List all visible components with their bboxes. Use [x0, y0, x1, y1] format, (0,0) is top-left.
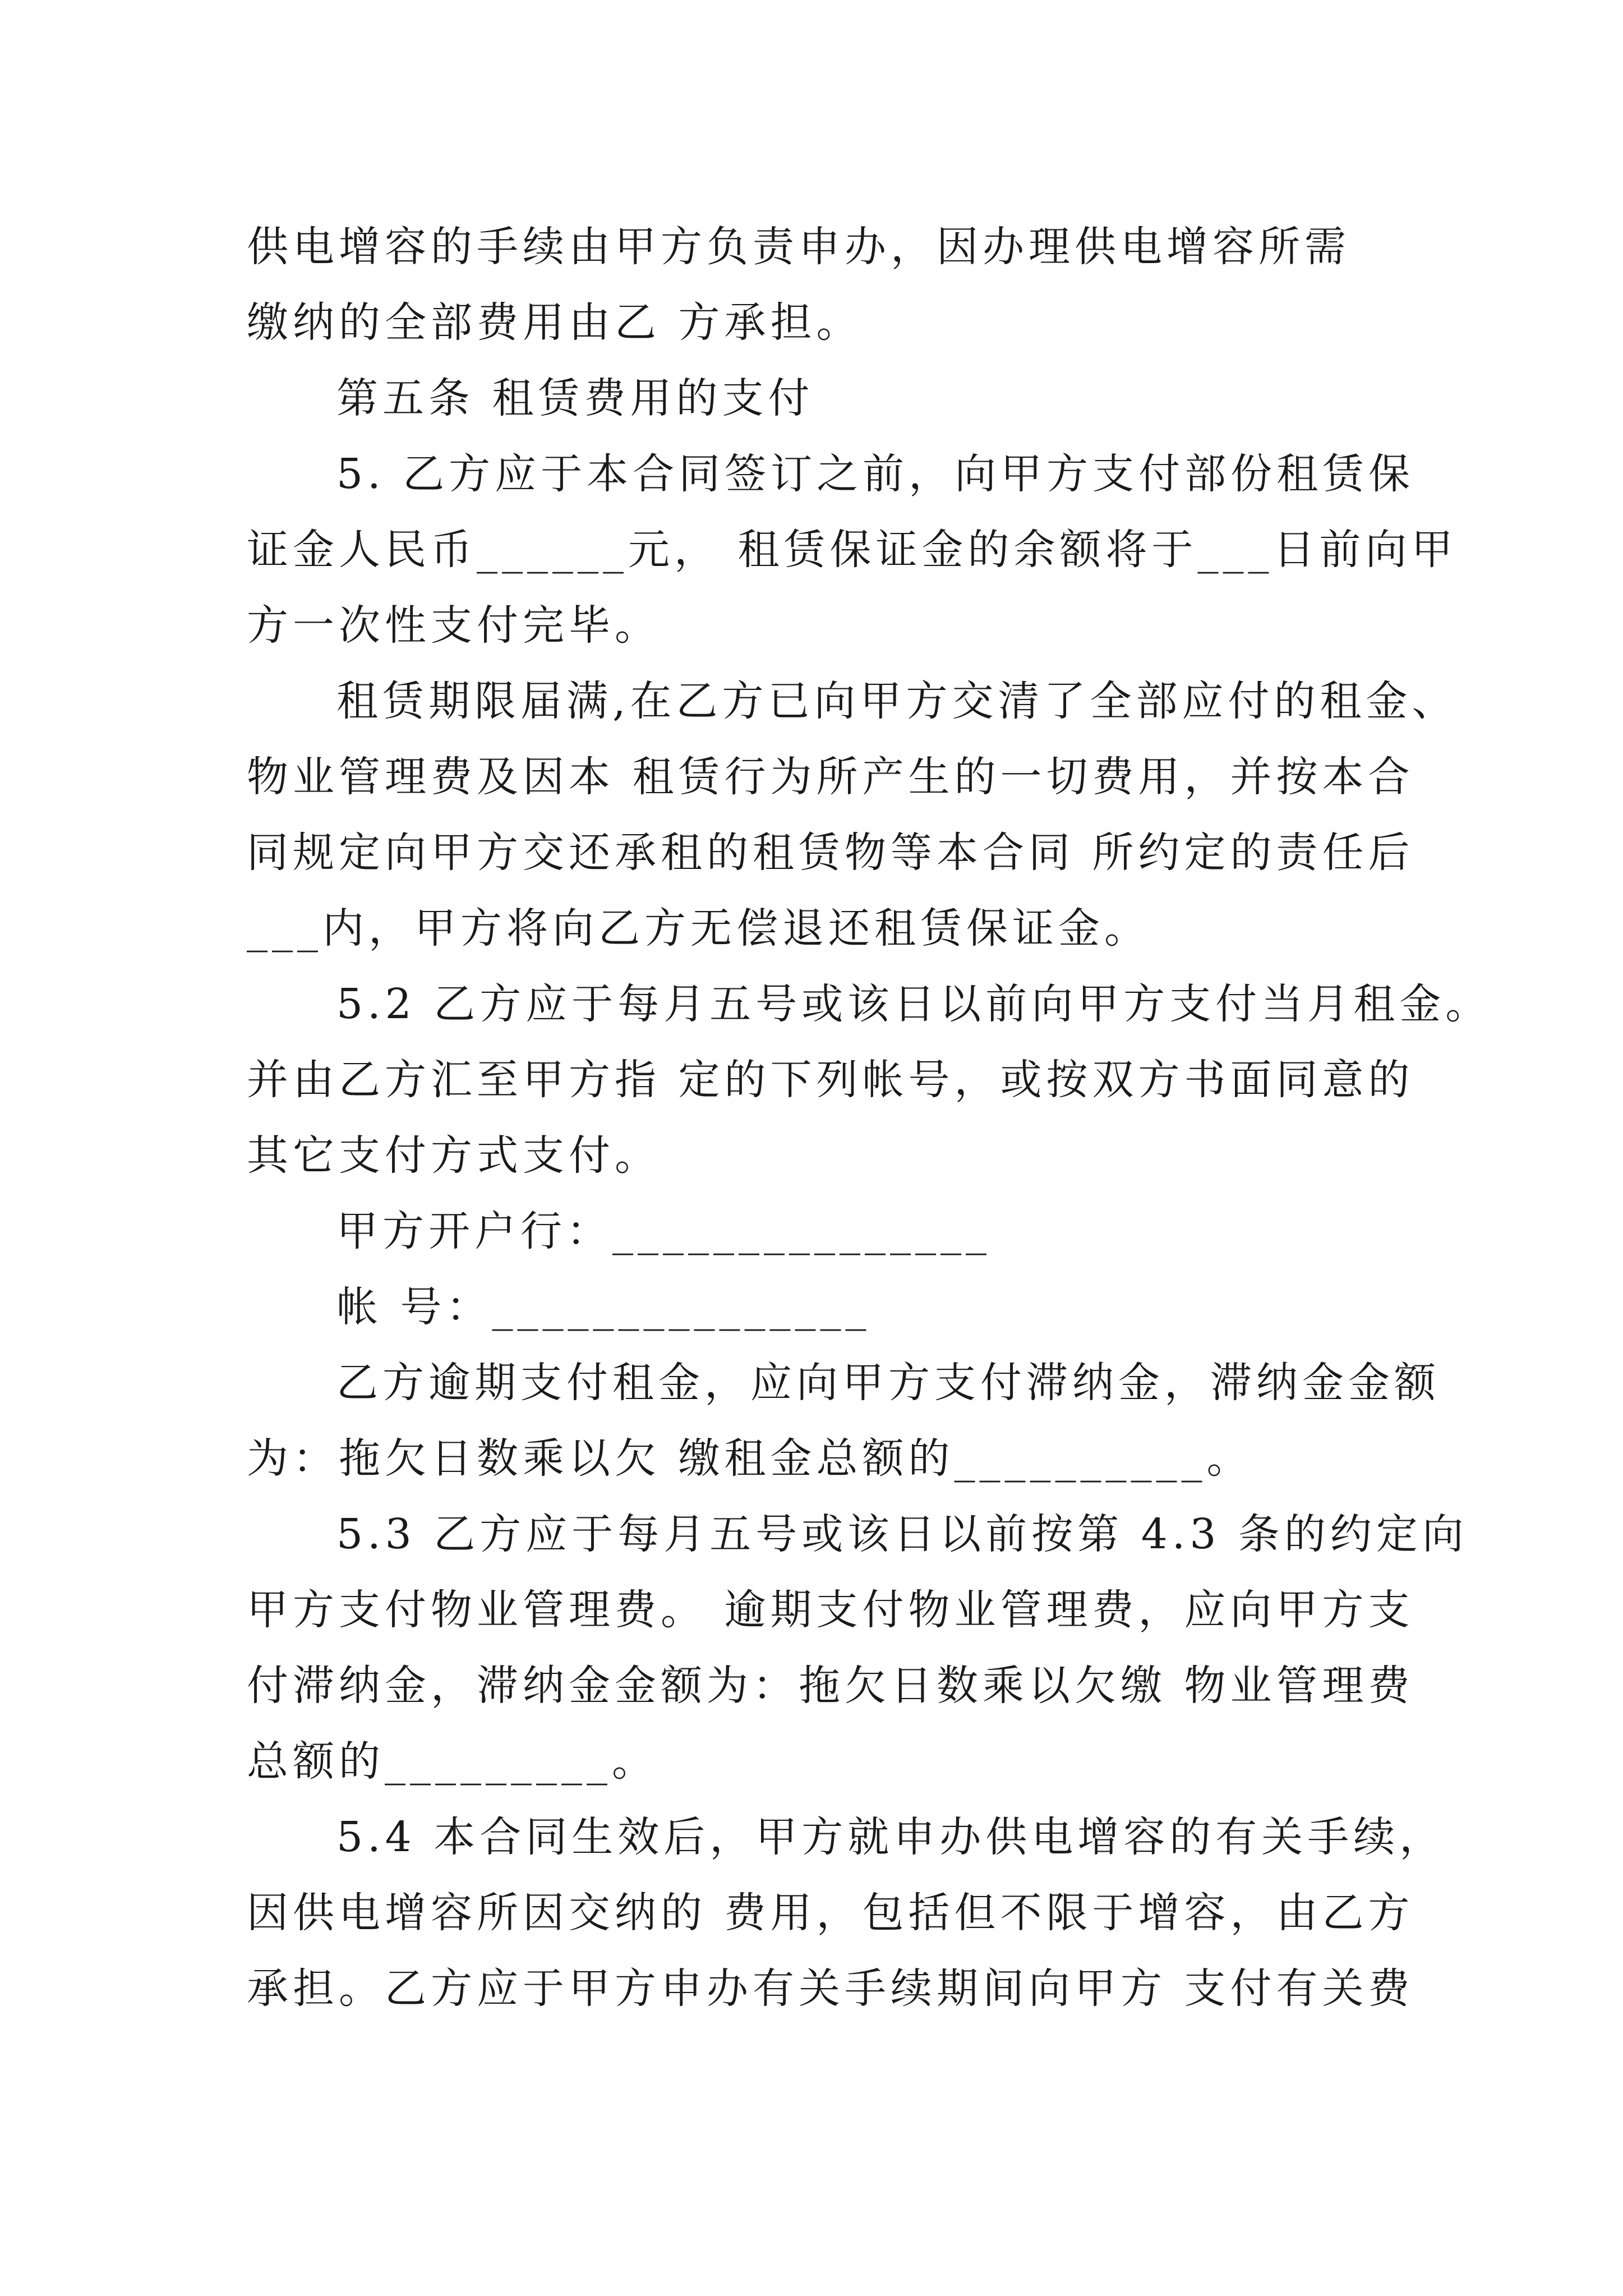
account-field: 帐 号：_______________ [336, 1283, 871, 1331]
text-line: 5.4 本合同生效后，甲方就申办供电增容的有关手续， [336, 1813, 1446, 1861]
text-line: 租赁期限届满,在乙方已向甲方交清了全部应付的租金、 [336, 677, 1458, 725]
text-line: 同规定向甲方交还承租的租赁物等本合同 所约定的责任后 [247, 829, 1414, 877]
text-line: 甲方支付物业管理费。 逾期支付物业管理费，应向甲方支 [247, 1586, 1414, 1634]
text-line: 付滞纳金，滞纳金金额为：拖欠日数乘以欠缴 物业管理费 [247, 1662, 1414, 1710]
text-line: 方一次性支付完毕。 [247, 601, 661, 650]
text-line: ___内，甲方将向乙方无偿退还租赁保证金。 [247, 904, 1150, 953]
section-heading: 第五条 租赁费用的支付 [336, 374, 814, 422]
text-line: 供电增容的手续由甲方负责申办，因办理供电增容所需 [247, 223, 1350, 271]
text-line: 因供电增容所因交纳的 费用，包括但不限于增容，由乙方 [247, 1889, 1414, 1937]
text-line: 并由乙方汇至甲方指 定的下列帐号，或按双方书面同意的 [247, 1056, 1414, 1104]
text-line: 5. 乙方应于本合同签订之前，向甲方支付部份租赁保 [336, 450, 1415, 498]
text-line: 乙方逾期支付租金，应向甲方支付滞纳金，滞纳金金额 [336, 1359, 1440, 1407]
bank-field: 甲方开户行：_______________ [336, 1207, 991, 1255]
text-line: 5.2 乙方应于每月五号或该日以前向甲方支付当月租金。 [336, 980, 1492, 1028]
text-line: 5.3 乙方应于每月五号或该日以前按第 4.3 条的约定向 [336, 1510, 1468, 1558]
text-line: 其它支付方式支付。 [247, 1131, 661, 1180]
text-line: 为：拖欠日数乘以欠 缴租金总额的__________。 [247, 1434, 1253, 1483]
text-line: 物业管理费及因本 租赁行为所产生的一切费用，并按本合 [247, 753, 1414, 801]
text-line: 证金人民币______元， 租赁保证金的余额将于___日前向甲 [247, 526, 1458, 574]
text-line: 总额的_________。 [247, 1737, 658, 1786]
text-line: 缴纳的全部费用由乙 方承担。 [247, 298, 863, 347]
text-line: 承担。乙方应于甲方申办有关手续期间向甲方 支付有关费 [247, 1964, 1414, 2013]
